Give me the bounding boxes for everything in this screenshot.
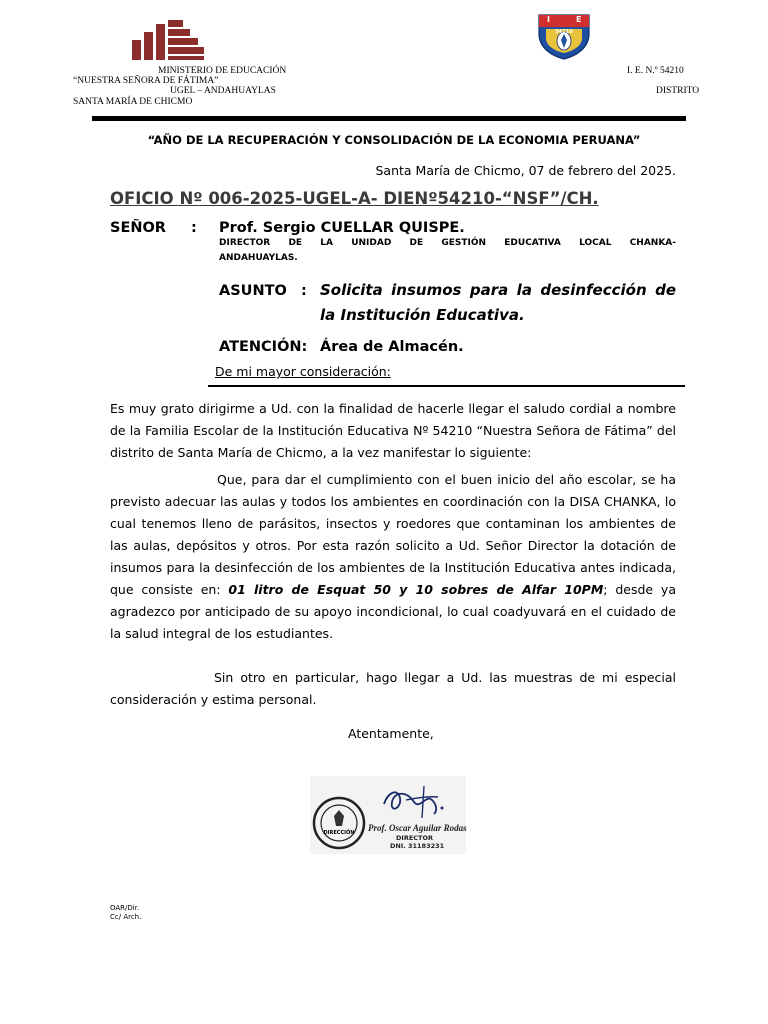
recipient-role-line1: DIRECTOR DE LA UNIDAD DE GESTIÓN EDUCATIVA LOCAL CHANKA- (219, 238, 676, 248)
ministry-logo (130, 18, 208, 62)
closing-salutation: Atentamente, (348, 726, 434, 741)
attention-value: Área de Almacén. (320, 339, 464, 355)
paragraph-intro: Es muy grato dirigirme a Ud. con la finalidad de hacerle llegar el saludo cordial a nombre de la Familia Escolar de la Institución Educativa Nº 54210 “Nuestra Señora de Fátima” del distrito de Santa María de Chicmo, a la vez manifestar lo siguiente: (110, 401, 676, 460)
paragraph-closing: Sin otro en particular, hago llegar a Ud. las muestras de mi especial consideración y estima personal. (110, 670, 676, 707)
signature-name: Prof. Oscar Aguilar Rodas (368, 823, 467, 833)
seal-text: DIRECCIÓN (323, 830, 355, 836)
signature-block (310, 776, 466, 854)
recipient-label: SEÑOR (110, 220, 166, 236)
handwritten-signature-icon (376, 780, 462, 824)
header-ugel: UGEL – ANDAHUAYLAS (170, 86, 276, 96)
crest-letter-e: E (576, 15, 582, 24)
official-seal-icon (312, 796, 366, 850)
subject-line2: la Institución Educativa. (320, 306, 525, 324)
signature-dni: DNI. 31183231 (390, 842, 445, 850)
paragraph-request-text: Que, para dar el cumplimiento con el buen inicio del año escolar, se ha previsto adecuar las aulas y todos los ambientes en coordinación con la DISA CHANKA, lo cual tenemos lleno de parásitos, insectos y roedores que contaminan los ambientes de las aulas, depósitos y otros. Por esta razón solicito a Ud. Señor Director la dotación de insumos para la desinfección de los ambientes de la Institución Educativa antes indicada, que consiste en: (110, 472, 676, 597)
paragraph-request-end: ; desde ya agradezco por anticipado de su apoyo incondicional, lo cual coadyuvará en el cuidado de la salud integral de los estudiantes. (110, 582, 676, 641)
header-divider (92, 116, 686, 121)
recipient-role-line2: ANDAHUAYLAS. (219, 253, 298, 263)
recipient-colon: : (191, 220, 197, 236)
header-town: SANTA MARÍA DE CHICMO (73, 97, 193, 107)
crest-number: 54210 (555, 29, 573, 35)
footer-initials: OAR/Dir. (110, 904, 140, 912)
subject-line1: Solicita insumos para la desinfección de (320, 281, 676, 299)
subject-label: ASUNTO (219, 283, 287, 299)
header-ministry: MINISTERIO DE EDUCACIÓN (158, 66, 287, 76)
greeting: De mi mayor consideración: (215, 364, 391, 379)
date-line: Santa María de Chicmo, 07 de febrero del 2025. (375, 163, 676, 178)
signature-title: DIRECTOR (396, 834, 433, 842)
footer-copy: Cc/ Arch. (110, 913, 142, 921)
header-ie-number: I. E. N.º 54210 (627, 66, 684, 76)
header-school-name: “NUESTRA SEÑORA DE FÁTIMA” (73, 76, 219, 86)
recipient-name: Prof. Sergio CUELLAR QUISPE. (219, 220, 465, 236)
subject-colon: : (301, 283, 307, 299)
attention-label: ATENCIÓN: (219, 339, 308, 355)
header-district: DISTRITO (656, 86, 700, 96)
paragraph-request (110, 469, 676, 645)
school-crest-icon (536, 12, 592, 60)
greeting-divider (208, 385, 685, 387)
crest-letter-i: I (547, 15, 550, 24)
year-motto: “AÑO DE LA RECUPERACIÓN Y CONSOLIDACIÓN DE LA ECONOMIA PERUANA” (147, 133, 641, 147)
paragraph-request-emphasis: 01 litro de Esquat 50 y 10 sobres de Alfar 10PM (228, 582, 604, 597)
oficio-title: OFICIO Nº 006-2025-UGEL-A- DIENº54210-“NSF”/CH. (110, 189, 599, 208)
